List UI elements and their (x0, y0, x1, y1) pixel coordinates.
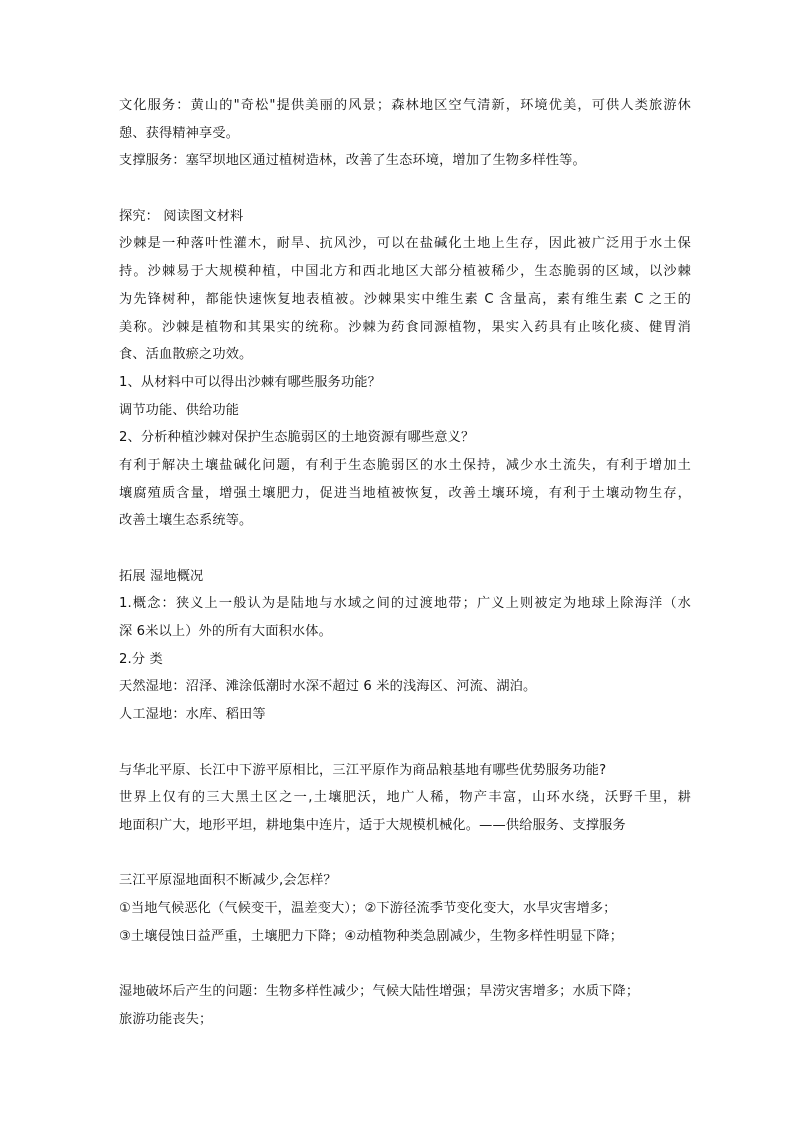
sanjiang-answer-line-1: 世界上仅有的三大黑土区之一,土壤肥沃，地广人稀，物产丰富，山环水绕，沃野千里，耕 (119, 790, 691, 806)
shrink-answer-line-1: ①当地气候恶化（气候变干，温差变大）；②下游径流季节变化变大，水旱灾害增多； (119, 900, 617, 916)
blank-line (119, 729, 691, 757)
support-service-line: 支撑服务：塞罕坝地区通过植树造林，改善了生态环境，增加了生物多样性等。 (119, 153, 586, 169)
shrink-answer-line-2: ③土壤侵蚀日益严重，土壤肥力下降；④动植物种类急剧减少，生物多样性明显下降； (119, 928, 624, 944)
question-1: 1、从材料中可以得出沙棘有哪些服务功能？ (119, 374, 381, 390)
answer-2-line-2: 壤腐殖质含量，增强土壤肥力，促进当地植被恢复，改善土壤环境，有利于土壤动物生存， (119, 485, 691, 501)
question-2: 2、分析种植沙棘对保护生态脆弱区的土地资源有哪些意义？ (119, 430, 475, 446)
damage-line-2: 旅游功能丧失； (119, 1011, 213, 1027)
material-line-2: 持。沙棘易于大规模种植，中国北方和西北地区大部分植被稀少，生态脆弱的区域，以沙棘 (119, 264, 691, 280)
material-line-3: 为先锋树种，都能快速恢复地表植被。沙棘果实中维生素 C 含量高，素有维生素 C 之王的 (119, 291, 691, 307)
culture-service-line-1: 文化服务：黄山的"奇松"提供美丽的风景；森林地区空气清新，环境优美，可供人类旅游休 (119, 98, 691, 113)
answer-2-line-3: 改善土壤生态系统等。 (119, 513, 253, 529)
sanjiang-question: 与华北平原、长江中下游平原相比，三江平原作为商品粮基地有哪些优势服务功能? (119, 762, 607, 778)
blank-line (119, 840, 691, 868)
blank-line (119, 535, 691, 563)
material-line-5: 食、活血散瘀之功效。 (119, 347, 253, 363)
extension-heading: 拓展 湿地概况 (119, 568, 204, 584)
damage-line-1: 湿地破坏后产生的问题：生物多样性减少；气候大陆性增强；旱涝灾害增多；水质下降； (119, 984, 640, 999)
natural-wetland-line: 天然湿地：沼泽、滩涂低潮时水深不超过 6 米的浅海区、河流、湖泊。 (119, 679, 537, 695)
classify-heading: 2.分 类 (119, 651, 163, 667)
answer-1: 调节功能、供给功能 (119, 402, 240, 418)
explore-heading: 探究： 阅读图文材料 (119, 208, 244, 224)
material-line-1: 沙棘是一种落叶性灌木，耐旱、抗风沙，可以在盐碱化土地上生存，因此被广泛用于水土保 (119, 236, 691, 252)
blank-line (119, 950, 691, 978)
culture-service-line-2: 憩、获得精神享受。 (119, 125, 240, 141)
concept-line-1: 1.概念：狭义上一般认为是陆地与水域之间的过渡地带；广义上则被定为地球上除海洋（水 (119, 596, 691, 612)
material-line-4: 美称。沙棘是植物和其果实的统称。沙棘为药食同源植物，果实入药具有止咳化痰、健胃消 (119, 319, 691, 335)
document-page (119, 92, 691, 1033)
artificial-wetland-line: 人工湿地：水库、稻田等 (119, 707, 266, 723)
blank-line (119, 175, 691, 203)
answer-2-line-1: 有利于解决土壤盐碱化问题，有利于生态脆弱区的水土保持，减少水土流失，有利于增加土 (119, 457, 691, 473)
concept-line-2: 深 6米以上）外的所有大面积水体。 (119, 624, 332, 640)
shrink-question: 三江平原湿地面积不断减少,会怎样？ (119, 873, 337, 889)
sanjiang-answer-line-2: 地面积广大，地形平坦，耕地集中连片，适于大规模机械化。——供给服务、支撑服务 (119, 817, 626, 833)
